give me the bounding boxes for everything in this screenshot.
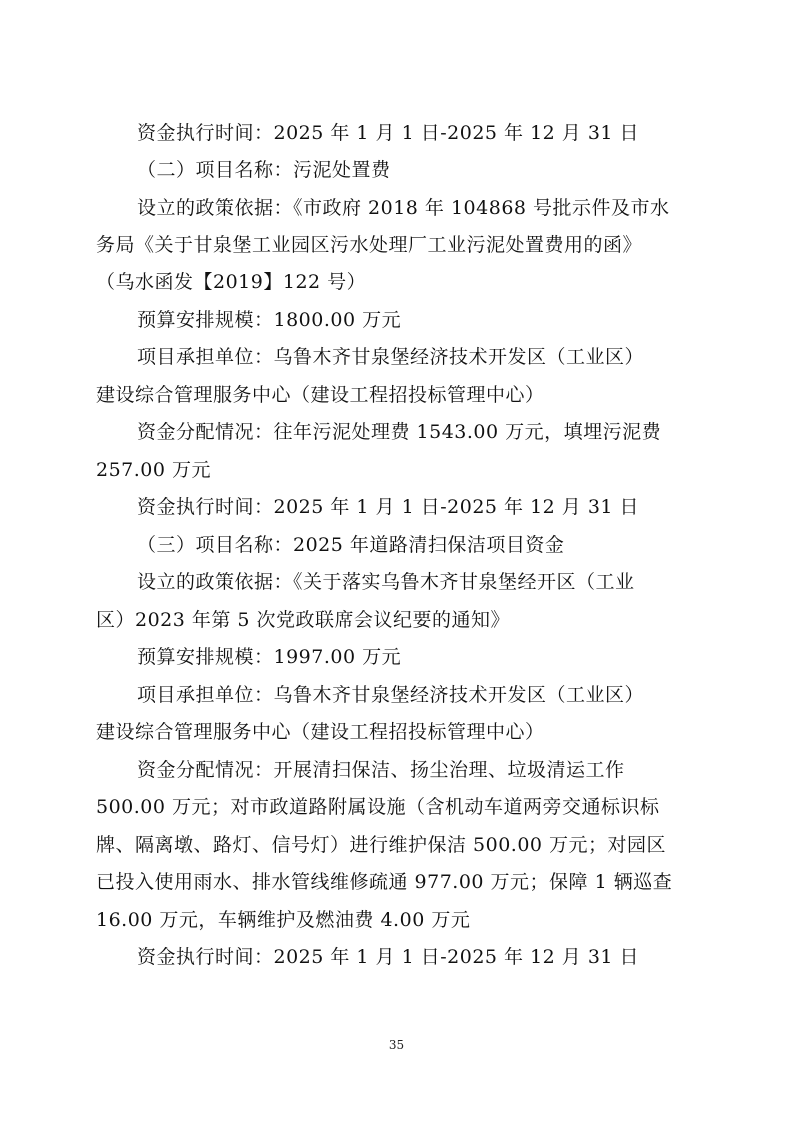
page-number: 35 — [388, 1038, 405, 1052]
text-line: 16.00 万元，车辆维护及燃油费 4.00 万元 — [96, 909, 471, 931]
text-line: 257.00 万元 — [96, 459, 212, 481]
text-line: 务局《关于甘泉堡工业园区污水处理厂工业污泥处置费用的函》 — [96, 234, 643, 256]
section-heading: （二）项目名称：污泥处置费 — [137, 159, 391, 181]
text-line: 预算安排规模：1800.00 万元 — [137, 309, 402, 331]
text-line: 资金执行时间：2025 年 1 月 1 日-2025 年 12 月 31 日 — [137, 122, 640, 144]
text-line: 预算安排规模：1997.00 万元 — [137, 646, 402, 668]
text-line: 建设综合管理服务中心（建设工程招投标管理中心） — [96, 721, 545, 743]
text-line: 区）2023 年第 5 次党政联席会议纪要的通知》 — [96, 609, 511, 631]
text-line: 资金执行时间：2025 年 1 月 1 日-2025 年 12 月 31 日 — [137, 496, 640, 518]
text-line: 资金执行时间：2025 年 1 月 1 日-2025 年 12 月 31 日 — [137, 946, 640, 968]
text-line: 牌、隔离墩、路灯、信号灯）进行维护保洁 500.00 万元；对园区 — [96, 834, 667, 856]
text-line: 资金分配情况：开展清扫保洁、扬尘治理、垃圾清运工作 — [137, 759, 625, 781]
text-line: 500.00 万元；对市政道路附属设施（含机动车道两旁交通标识标 — [96, 796, 660, 818]
text-line: 设立的政策依据：《市政府 2018 年 104868 号批示件及市水 — [137, 197, 670, 219]
text-line: 资金分配情况：往年污泥处理费 1543.00 万元，填埋污泥费 — [137, 421, 662, 443]
text-line: （乌水函发【2019】122 号） — [96, 271, 367, 293]
text-line: 设立的政策依据：《关于落实乌鲁木齐甘泉堡经开区（工业 — [137, 571, 635, 593]
text-line: 项目承担单位：乌鲁木齐甘泉堡经济技术开发区（工业区） — [137, 346, 645, 368]
section-heading: （三）项目名称：2025 年道路清扫保洁项目资金 — [137, 534, 565, 556]
text-line: 已投入使用雨水、排水管线维修疏通 977.00 万元；保障 1 辆巡查 — [96, 871, 673, 893]
text-line: 项目承担单位：乌鲁木齐甘泉堡经济技术开发区（工业区） — [137, 684, 645, 706]
text-line: 建设综合管理服务中心（建设工程招投标管理中心） — [96, 384, 545, 406]
